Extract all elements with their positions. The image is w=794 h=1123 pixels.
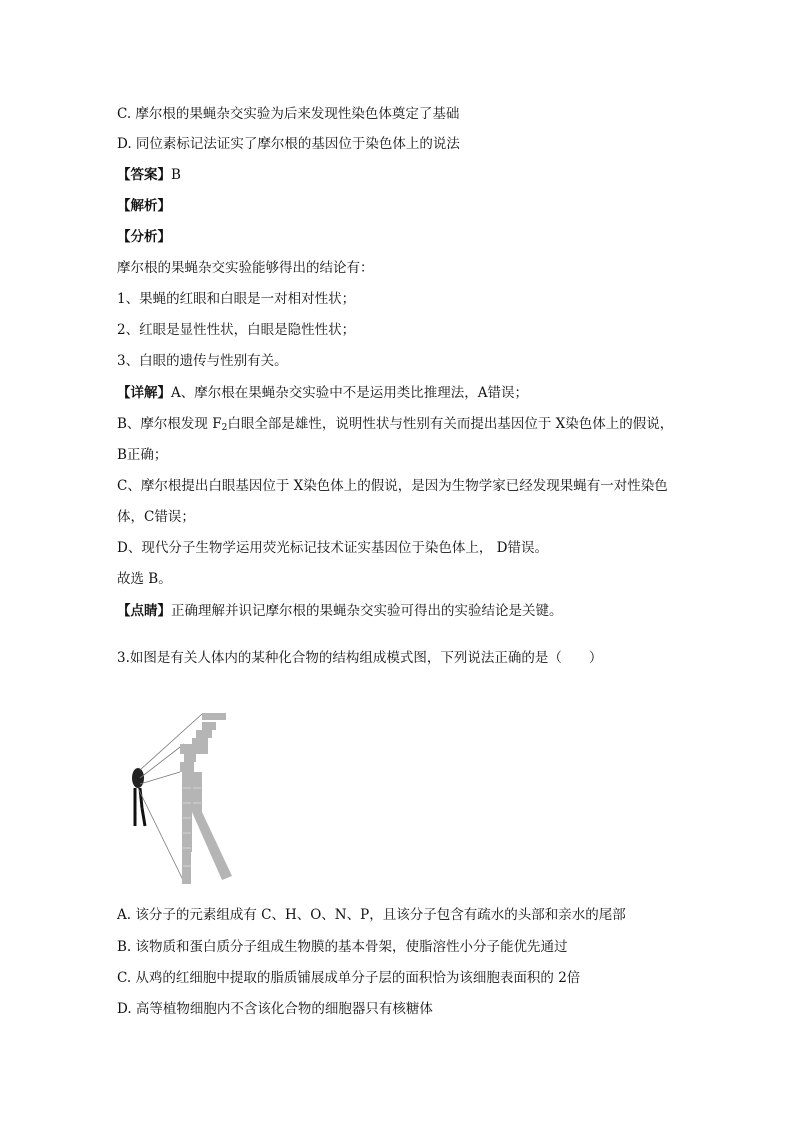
- molecule-tail-right: [140, 788, 142, 808]
- option-d-line: D. 同位素标记法证实了摩尔根的基因位于染色体上的说法: [117, 136, 460, 152]
- detail-b-line: [117, 414, 673, 438]
- detail-c-cont: 体，C错误；: [117, 509, 195, 525]
- detail-tag: 【详解】: [117, 385, 171, 401]
- detail-d-line: D、现代分子生物学运用荧光标记技术证实基因位于染色体上， D错误。: [117, 540, 548, 556]
- option-a-line: A. 该分子的元素组成有 C、H、O、N、P，且该分子包含有疏水的头部和亲水的尾部: [117, 907, 626, 923]
- detail-c-line: C、摩尔根提出白眼基因位于 X染色体上的假说，是因为生物学家已经发现果蝇有一对性染色: [117, 478, 668, 494]
- phospholipid-structure-figure: [128, 708, 240, 888]
- detail-a-line: [117, 383, 528, 403]
- option-c-line: C. 摩尔根的果蝇杂交实验为后来发现性染色体奠定了基础: [117, 106, 460, 122]
- detail-b-part1: B、摩尔根发现 F: [117, 416, 222, 432]
- detail-a-text: A、摩尔根在果蝇杂交实验中不是运用类比推理法，A错误；: [171, 385, 528, 401]
- dianjing-tag: 【点睛】: [117, 603, 171, 619]
- jiexi-tag: 【解析】: [117, 198, 171, 214]
- molecule-head-icon: [132, 768, 144, 788]
- analysis-point-2: 2、红眼是显性性状，白眼是隐性性状；: [117, 322, 356, 338]
- option-c-q3-line: C. 从鸡的红细胞中提取的脂质铺展成单分子层的面积恰为该细胞表面积的 2倍: [117, 970, 581, 986]
- analysis-point-3: 3、白眼的遗传与性别有关。: [117, 353, 288, 369]
- fenxi-tag: 【分析】: [117, 229, 171, 245]
- answer-line: [117, 165, 181, 185]
- analysis-intro: 摩尔根的果蝇杂交实验能够得出的结论有：: [117, 260, 374, 276]
- question-3-stem: 3.如图是有关人体内的某种化合物的结构组成模式图，下列说法正确的是（ ）: [117, 650, 603, 666]
- dianjing-line: [117, 601, 563, 621]
- answer-value: B: [171, 167, 181, 183]
- detail-b-subscript: 2: [221, 423, 228, 433]
- conclusion-line: 故选 B。: [117, 571, 172, 587]
- answer-tag: 【答案】: [117, 167, 171, 183]
- detail-b-part2: 白眼全部是雄性，说明性状与性别有关而提出基因位于 X染色体上的假说，: [227, 416, 674, 432]
- detail-b-cont: B正确；: [117, 447, 168, 463]
- dianjing-text: 正确理解并识记摩尔根的果蝇杂交实验可得出的实验结论是关键。: [171, 603, 563, 619]
- analysis-point-1: 1、果蝇的红眼和白眼是一对相对性状；: [117, 291, 356, 307]
- magnified-structure: [180, 713, 232, 884]
- option-d-q3-line: D. 高等植物细胞内不含该化合物的细胞器只有核糖体: [117, 1001, 433, 1017]
- option-b-line: B. 该物质和蛋白质分子组成生物膜的基本骨架，使脂溶性小分子能优先通过: [117, 939, 568, 955]
